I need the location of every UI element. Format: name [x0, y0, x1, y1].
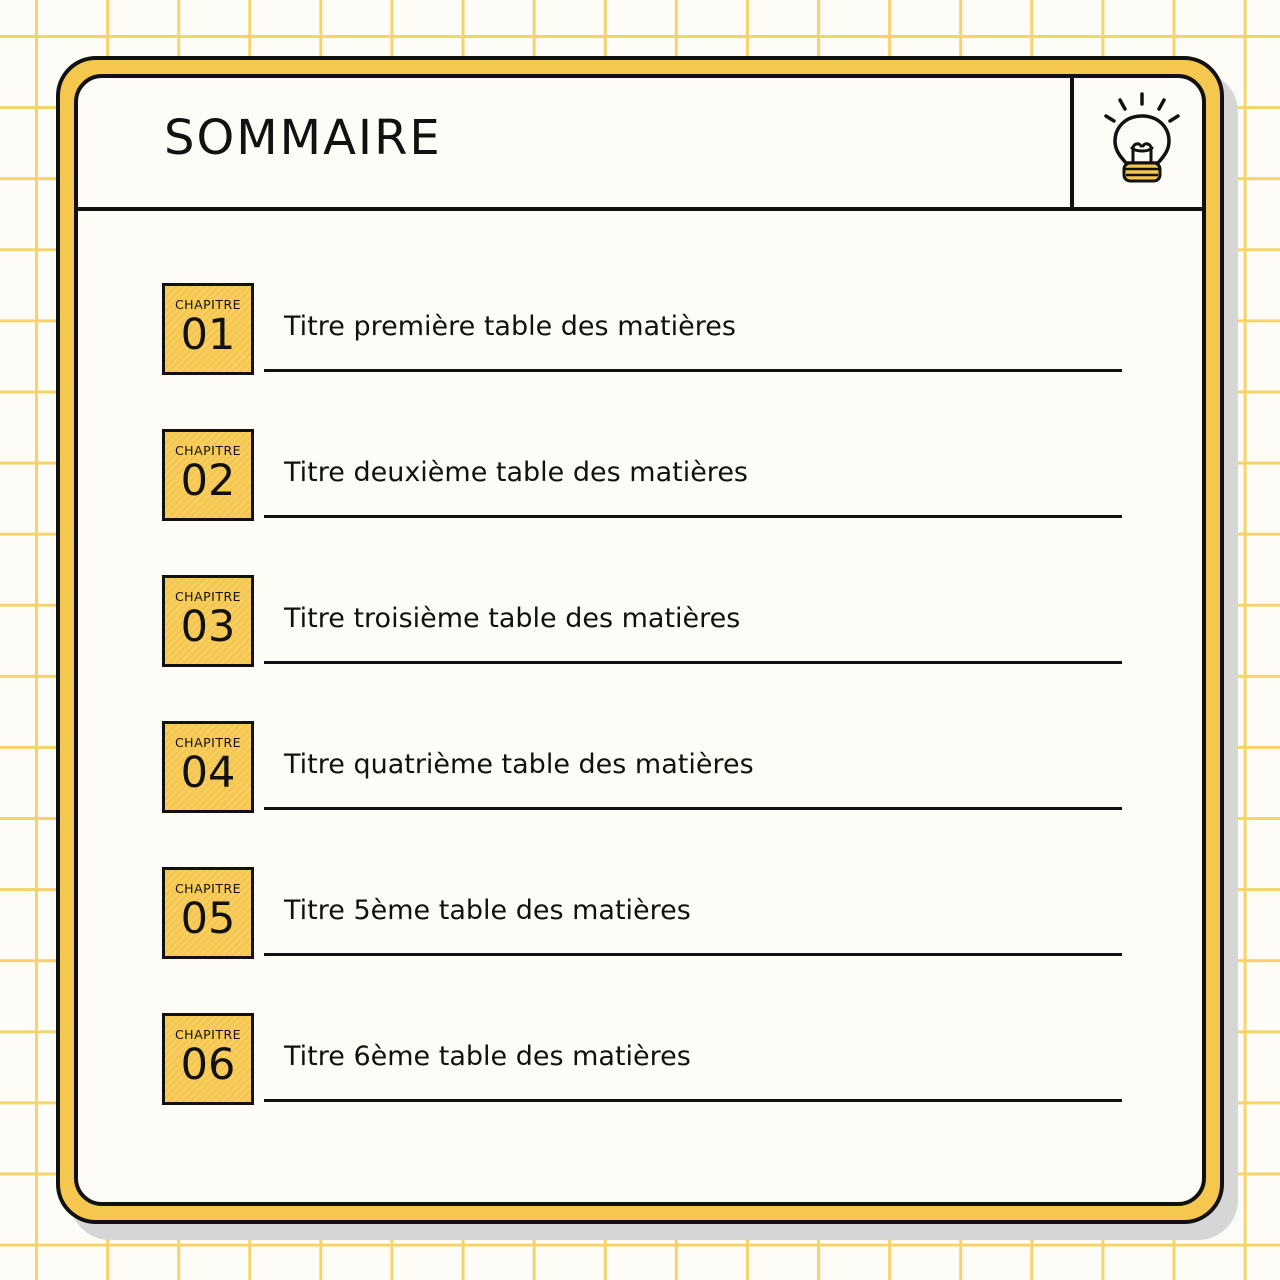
chapter-row-05 — [162, 867, 1162, 963]
chapter-underline — [264, 661, 1122, 664]
chapter-number: 06 — [180, 1039, 236, 1090]
chapter-row-06 — [162, 1013, 1162, 1109]
chapter-number: 03 — [180, 601, 236, 652]
chapter-badge — [162, 575, 254, 667]
chapter-badge — [162, 429, 254, 521]
chapter-number: 02 — [180, 455, 236, 506]
chapter-row-02 — [162, 429, 1162, 525]
summary-card — [74, 74, 1206, 1206]
chapter-title: Titre quatrième table des matières — [284, 749, 754, 780]
chapter-row-04 — [162, 721, 1162, 817]
header-icon-box — [1074, 78, 1206, 211]
chapter-badge — [162, 721, 254, 813]
chapter-title: Titre première table des matières — [284, 311, 736, 342]
chapter-badge — [162, 283, 254, 375]
chapter-underline — [264, 1099, 1122, 1102]
chapter-label: CHAPITRE — [174, 297, 242, 312]
chapter-title: Titre 5ème table des matières — [284, 895, 691, 926]
chapter-row-01 — [162, 283, 1162, 379]
chapter-label: CHAPITRE — [174, 1027, 242, 1042]
chapter-label: CHAPITRE — [174, 589, 242, 604]
chapter-title: Titre deuxième table des matières — [284, 457, 748, 488]
chapter-label: CHAPITRE — [174, 443, 242, 458]
chapter-underline — [264, 515, 1122, 518]
chapter-number: 05 — [180, 893, 236, 944]
chapter-label: CHAPITRE — [174, 735, 242, 750]
chapter-label: CHAPITRE — [174, 881, 242, 896]
chapter-badge — [162, 1013, 254, 1105]
chapter-title: Titre 6ème table des matières — [284, 1041, 691, 1072]
chapter-underline — [264, 807, 1122, 810]
page-title: SOMMAIRE — [164, 110, 442, 166]
chapter-number: 04 — [180, 747, 236, 798]
chapter-underline — [264, 953, 1122, 956]
header-bar — [78, 78, 1074, 211]
chapter-underline — [264, 369, 1122, 372]
chapter-badge — [162, 867, 254, 959]
chapter-title: Titre troisième table des matières — [284, 603, 741, 634]
chapter-number: 01 — [180, 309, 236, 360]
chapter-row-03 — [162, 575, 1162, 671]
lightbulb-icon — [1098, 90, 1186, 186]
